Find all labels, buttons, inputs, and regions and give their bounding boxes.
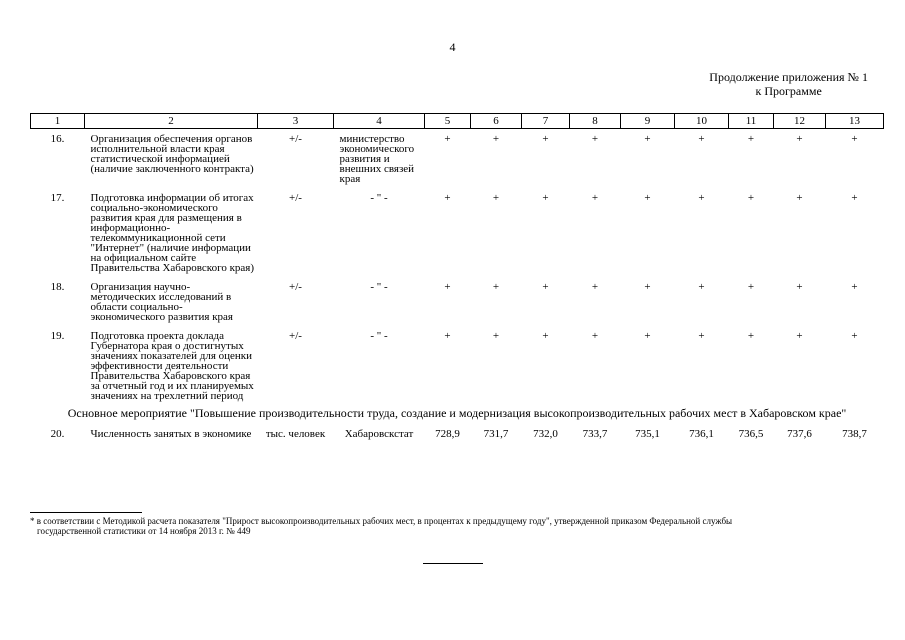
header-cell: 10 (675, 114, 729, 129)
footnote-divider (30, 512, 142, 513)
header-cell: 5 (425, 114, 471, 129)
value-cell: + (542, 192, 549, 204)
value-cell: 733,7 (582, 428, 608, 440)
table-row (31, 129, 884, 189)
value-cell: + (747, 281, 755, 293)
value-cell: 736,1 (689, 428, 714, 440)
unit-cell: +/- (289, 281, 302, 293)
value-cell: + (698, 281, 705, 293)
source-cell: - " - (370, 192, 388, 204)
value-cell: 737,6 (787, 428, 812, 440)
header-cell: 6 (471, 114, 522, 129)
appendix-line-2: к Программе (755, 84, 822, 98)
row-number: 19. (50, 330, 65, 342)
value-cell: + (492, 133, 500, 145)
value-cell: + (492, 330, 500, 342)
value-cell: + (851, 330, 858, 342)
row-number: 18. (50, 281, 65, 293)
page-number: 4 (449, 40, 456, 54)
table-row (31, 277, 884, 326)
value-cell: + (747, 330, 755, 342)
value-cell: 736,5 (738, 428, 764, 440)
value-cell: + (542, 133, 549, 145)
value-cell: + (444, 330, 451, 342)
value-cell: + (444, 192, 451, 204)
value-cell: + (644, 330, 651, 342)
value-cell: + (644, 133, 651, 145)
source-cell: - " - (370, 330, 388, 342)
header-cell: 11 (729, 114, 774, 129)
measure-name: Организация научно-методических исследований в области социально-экономического развития края (90, 281, 233, 323)
header-cell: 9 (621, 114, 675, 129)
value-cell: + (796, 281, 803, 293)
appendix-line-1: Продолжение приложения № 1 (709, 70, 868, 84)
unit-cell: тыс. человек (265, 428, 326, 440)
header-cell: 8 (570, 114, 621, 129)
program-table (30, 113, 884, 443)
value-cell: + (747, 133, 755, 145)
footnote-line-2: государственной статистики от 14 ноября 2013 г. № 449 (37, 526, 251, 536)
value-cell: + (542, 330, 549, 342)
table-row (31, 188, 884, 277)
row-number: 17. (50, 192, 65, 204)
measure-name: Подготовка проекта доклада Губернатора края о достигнутых значениях показателей для оценки эффективности деятельности Правительства Хабаровского края за отчетный год и их планируемых значениях на трехлетний период (90, 330, 254, 402)
value-cell: + (591, 192, 599, 204)
unit-cell: +/- (289, 330, 302, 342)
value-cell: + (444, 281, 451, 293)
measure-name: Подготовка информации об итогах социально-экономического развития края для размещения в информационно-телекоммуникационной сети "Интернет" (наличие информации на официальном сайте Правительства Хабаровского края) (90, 192, 255, 274)
value-cell: + (796, 192, 803, 204)
value-cell: + (698, 133, 705, 145)
table-row (31, 424, 884, 443)
header-cell: 3 (258, 114, 334, 129)
value-cell: + (492, 281, 500, 293)
page-end-divider (423, 563, 483, 564)
header-cell: 12 (774, 114, 826, 129)
value-cell: + (796, 330, 803, 342)
row-number: 20. (50, 428, 65, 440)
header-cell: 1 (31, 114, 85, 129)
value-cell: + (644, 192, 651, 204)
header-cell: 4 (334, 114, 425, 129)
value-cell: 738,7 (842, 428, 867, 440)
measure-name: Организация обеспечения органов исполнительной власти края статистической информацией (наличие заключенного контракта) (90, 133, 254, 175)
value-cell: 731,7 (483, 428, 509, 440)
section-row (31, 405, 884, 424)
unit-cell: +/- (289, 192, 302, 204)
footnote (30, 516, 885, 536)
value-cell: 735,1 (635, 428, 660, 440)
header-cell: 2 (85, 114, 258, 129)
footnote-line-1: * в соответствии с Методикой расчета показателя "Прирост высокопроизводительных рабочих мест, в процентах к предыдущему году", утвержденной приказом Федеральной службы (30, 516, 733, 526)
header-row (31, 114, 884, 129)
header-cell: 7 (522, 114, 570, 129)
value-cell: 732,0 (533, 428, 558, 440)
value-cell: + (644, 281, 651, 293)
table-row (31, 326, 884, 405)
header-cell: 13 (826, 114, 884, 129)
source-cell: министерство экономического развития и внешних связей края (339, 133, 415, 185)
value-cell: + (444, 133, 451, 145)
value-cell: + (851, 192, 858, 204)
value-cell: + (851, 133, 858, 145)
appendix-title (709, 70, 868, 98)
value-cell: + (851, 281, 858, 293)
section-heading: Основное мероприятие "Повышение производительности труда, создание и модернизация высокопроизводительных рабочих мест в Хабаровском крае" (67, 406, 847, 420)
value-cell: + (591, 330, 599, 342)
value-cell: + (542, 281, 549, 293)
value-cell: + (698, 330, 705, 342)
value-cell: + (796, 133, 803, 145)
unit-cell: +/- (289, 133, 302, 145)
measure-name: Численность занятых в экономике (90, 428, 252, 440)
source-cell: - " - (370, 281, 388, 293)
value-cell: + (591, 281, 599, 293)
value-cell: + (492, 192, 500, 204)
value-cell: 728,9 (435, 428, 460, 440)
value-cell: + (747, 192, 755, 204)
value-cell: + (591, 133, 599, 145)
value-cell: + (698, 192, 705, 204)
row-number: 16. (50, 133, 65, 145)
source-cell: Хабаровскстат (344, 428, 414, 440)
